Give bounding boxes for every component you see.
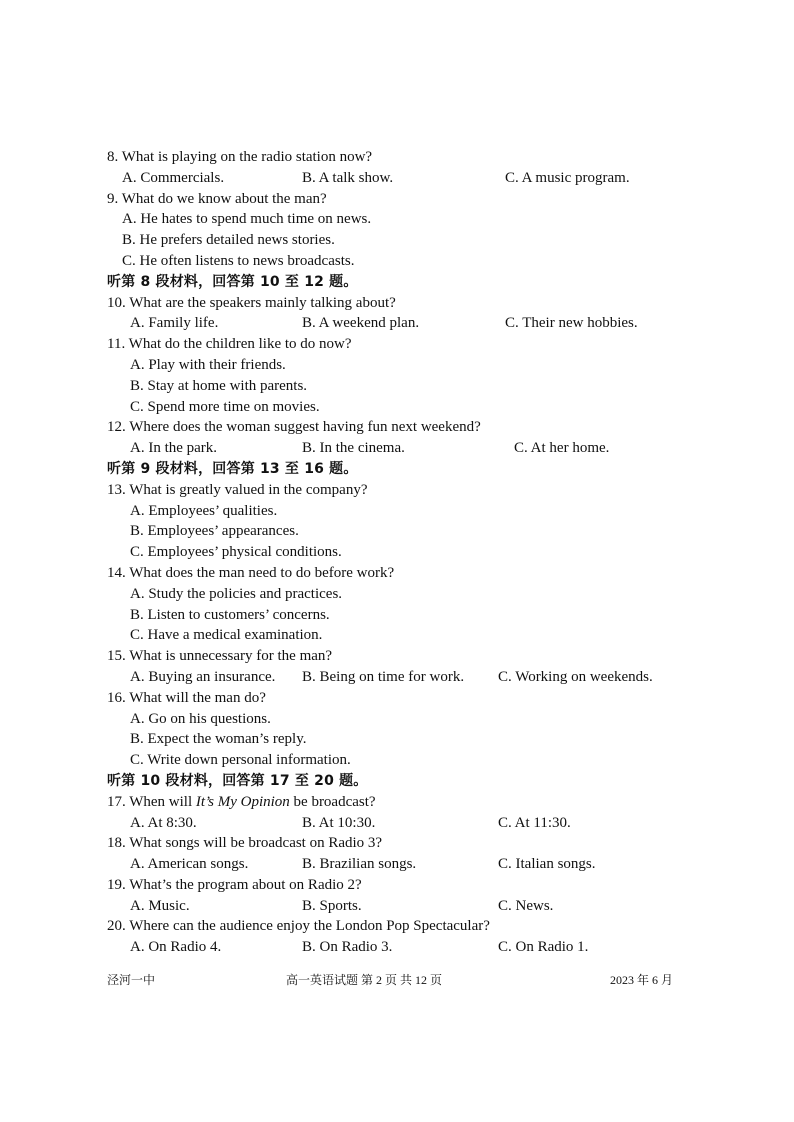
- option-c[interactable]: C. On Radio 1.: [498, 939, 589, 956]
- option-b[interactable]: B. Being on time for work.: [302, 668, 465, 685]
- option-a[interactable]: A. At 8:30.: [130, 814, 197, 831]
- option-a[interactable]: A. Go on his questions.: [130, 710, 271, 727]
- stem-text: be broadcast?: [289, 793, 376, 810]
- option-c[interactable]: C. Have a medical examination.: [130, 627, 323, 644]
- question-16-stem: 16. What will the man do?: [107, 689, 266, 706]
- option-c[interactable]: C. Spend more time on movies.: [130, 398, 320, 415]
- option-c[interactable]: C. Working on weekends.: [498, 668, 653, 685]
- option-b[interactable]: B. On Radio 3.: [302, 939, 393, 956]
- program-title: It’s My Opinion: [195, 793, 290, 810]
- option-c[interactable]: C. He often listens to news broadcasts.: [122, 252, 355, 269]
- question-20-stem: 20. Where can the audience enjoy the London Pop Spectacular?: [107, 918, 490, 935]
- option-c[interactable]: C. A music program.: [505, 169, 630, 186]
- section-heading: 听第 10 段材料，回答第 17 至 20 题。: [107, 772, 368, 789]
- question-8-stem: 8. What is playing on the radio station now?: [107, 149, 373, 165]
- option-b[interactable]: B. Brazilian songs.: [302, 856, 417, 873]
- question-17-stem: [107, 792, 707, 813]
- option-c[interactable]: C. News.: [498, 897, 554, 914]
- option-a[interactable]: A. Commercials.: [122, 169, 225, 186]
- option-c[interactable]: C. At 11:30.: [498, 814, 571, 831]
- question-8-options: [107, 168, 707, 189]
- option-b[interactable]: B. He prefers detailed news stories.: [122, 232, 335, 249]
- question-20-options: [107, 937, 707, 958]
- question-13-stem: 13. What is greatly valued in the company?: [107, 481, 368, 498]
- option-a[interactable]: A. Family life.: [130, 315, 219, 332]
- option-a[interactable]: A. Play with their friends.: [130, 356, 286, 373]
- option-a[interactable]: A. Buying an insurance.: [130, 668, 276, 685]
- option-b[interactable]: B. Stay at home with parents.: [130, 377, 308, 394]
- option-a[interactable]: A. Music.: [130, 897, 190, 914]
- question-15-options: [107, 667, 707, 688]
- option-b[interactable]: B. In the cinema.: [302, 440, 405, 457]
- question-19-options: [107, 896, 707, 917]
- question-14-stem: 14. What does the man need to do before work?: [107, 564, 395, 581]
- option-b[interactable]: B. Sports.: [302, 897, 362, 914]
- option-c[interactable]: C. Their new hobbies.: [505, 315, 638, 332]
- section-heading: 听第 8 段材料，回答第 10 至 12 题。: [107, 273, 358, 290]
- option-c[interactable]: C. At her home.: [514, 440, 610, 457]
- option-a[interactable]: A. Study the policies and practices.: [130, 585, 343, 602]
- option-b[interactable]: B. A weekend plan.: [302, 315, 420, 332]
- question-11-stem: 11. What do the children like to do now?: [107, 336, 352, 353]
- option-b[interactable]: B. Listen to customers’ concerns.: [130, 606, 330, 623]
- footer-title: 高一英语试题 第 2 页 共 12 页: [286, 973, 443, 987]
- question-18-stem: 18. What songs will be broadcast on Radio 3?: [107, 835, 383, 852]
- option-a[interactable]: A. In the park.: [130, 440, 218, 457]
- option-c[interactable]: C. Italian songs.: [498, 856, 596, 873]
- question-17-options: [107, 813, 707, 834]
- question-12-stem: 12. Where does the woman suggest having fun next weekend?: [107, 419, 481, 436]
- question-10-options: [107, 313, 707, 334]
- question-10-stem: 10. What are the speakers mainly talking about?: [107, 294, 396, 311]
- question-15-stem: 15. What is unnecessary for the man?: [107, 648, 333, 665]
- footer-school: 泾河一中: [107, 973, 156, 987]
- option-b[interactable]: B. At 10:30.: [302, 814, 376, 831]
- option-a[interactable]: A. He hates to spend much time on news.: [122, 211, 372, 228]
- option-b[interactable]: B. A talk show.: [302, 169, 394, 186]
- question-9-stem: 9. What do we know about the man?: [107, 190, 327, 207]
- question-list: [107, 147, 707, 958]
- option-c[interactable]: C. Employees’ physical conditions.: [130, 544, 342, 561]
- footer-date: 2023 年 6 月: [610, 973, 674, 987]
- option-a[interactable]: A. American songs.: [130, 856, 249, 873]
- option-c[interactable]: C. Write down personal information.: [130, 752, 351, 769]
- option-a[interactable]: A. Employees’ qualities.: [130, 502, 278, 519]
- stem-text: 17. When will: [107, 793, 196, 810]
- option-b[interactable]: B. Employees’ appearances.: [130, 523, 299, 540]
- question-12-options: [107, 438, 707, 459]
- question-18-options: [107, 854, 707, 875]
- option-b[interactable]: B. Expect the woman’s reply.: [130, 731, 307, 748]
- question-19-stem: 19. What’s the program about on Radio 2?: [107, 876, 362, 893]
- option-a[interactable]: A. On Radio 4.: [130, 939, 222, 956]
- section-heading: 听第 9 段材料，回答第 13 至 16 题。: [107, 460, 358, 477]
- page-footer: [0, 971, 794, 989]
